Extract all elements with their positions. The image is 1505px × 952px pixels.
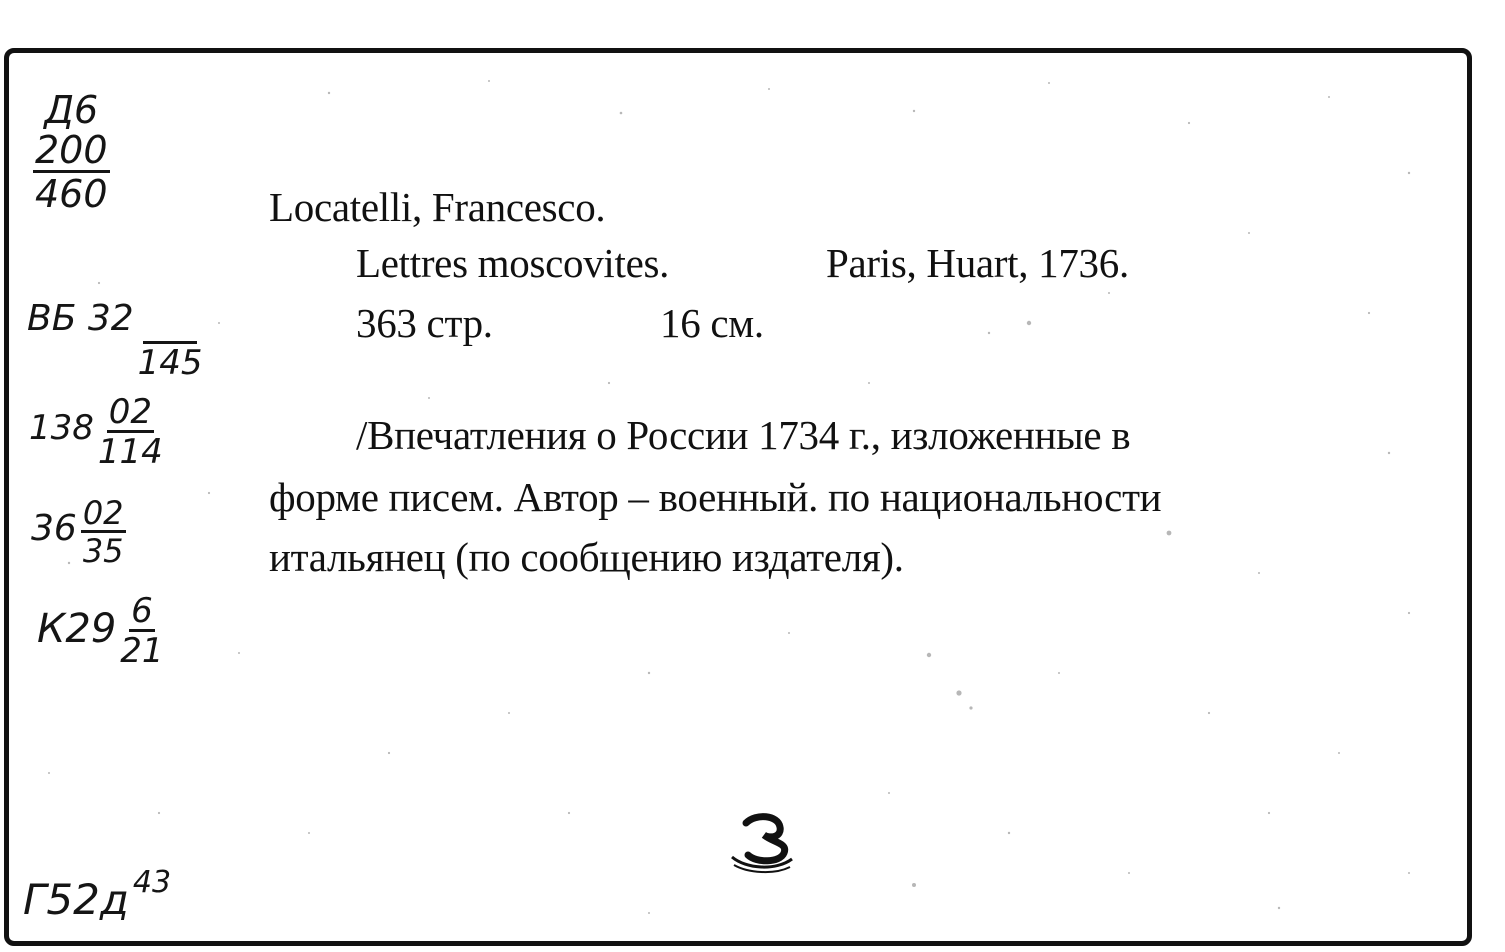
- annotation-line-1: /Впечатления о России 1734 г., изложенные в: [356, 412, 1131, 458]
- shelfmark-column: [9, 53, 269, 941]
- shelfmark-5: [37, 589, 164, 671]
- dimensions: 16 см.: [660, 300, 764, 346]
- shelfmark-5-fraction: [120, 591, 164, 671]
- shelfmark-2: [27, 298, 203, 383]
- shelfmark-5-denominator: 21: [120, 631, 164, 671]
- shelfmark-4: [31, 494, 126, 570]
- annotation-line-3: итальянец (по сообщению издателя).: [269, 534, 904, 580]
- shelfmark-3: [29, 392, 163, 472]
- shelfmark-5-prefix: К29: [37, 606, 117, 652]
- shelfmark-4-numerator: 02: [82, 494, 124, 532]
- page-count: 363 стр.: [356, 300, 493, 346]
- imprint: Paris, Huart, 1736.: [826, 240, 1129, 286]
- shelfmark-1-denominator: 460: [35, 172, 108, 216]
- shelfmark-1-numerator: 200: [35, 128, 108, 172]
- shelfmark-1: [33, 88, 110, 216]
- shelfmark-6-main: Г52д: [23, 875, 129, 924]
- shelfmark-2-prefix: ВБ 32: [27, 298, 134, 339]
- shelfmark-3-fraction: [97, 392, 163, 472]
- shelfmark-4-fraction: [81, 494, 126, 570]
- catalog-card: [4, 48, 1472, 946]
- library-stamp-icon: [726, 813, 798, 875]
- book-title: Lettres moscovites.: [356, 240, 670, 286]
- shelfmark-6: [23, 865, 172, 924]
- shelfmark-6-superscript: 43: [132, 865, 172, 900]
- author-heading: Locatelli, Francesco.: [269, 184, 606, 230]
- shelfmark-4-prefix: 36: [31, 508, 77, 549]
- shelfmark-2-fraction: [137, 338, 203, 383]
- shelfmark-3-numerator: 02: [108, 392, 152, 432]
- shelfmark-1-top: Д6: [44, 88, 99, 132]
- shelfmark-4-denominator: 35: [82, 532, 124, 570]
- shelfmark-3-prefix: 138: [29, 408, 94, 448]
- shelfmark-2-denominator: 145: [137, 343, 203, 383]
- shelfmark-5-numerator: 6: [131, 591, 153, 631]
- shelfmark-3-denominator: 114: [97, 432, 163, 472]
- annotation-line-2: форме писем. Автор – военный. по национальности: [269, 474, 1162, 520]
